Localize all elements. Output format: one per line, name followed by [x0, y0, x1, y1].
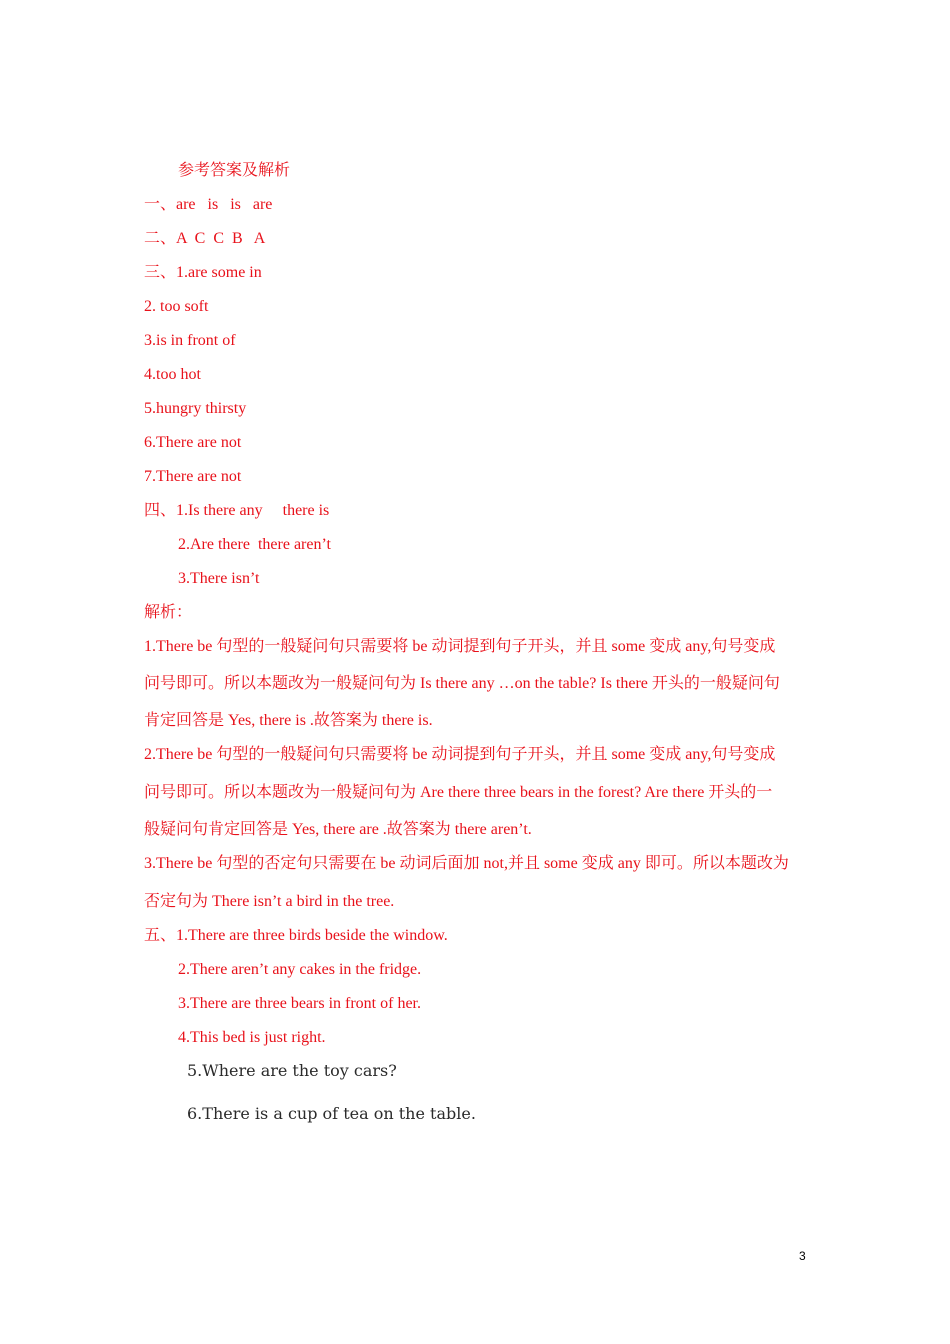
- page-number: 3: [799, 1249, 806, 1263]
- section-3-item: 4.too hot: [144, 366, 201, 383]
- section-3-item: 5.hungry thirsty: [144, 400, 247, 417]
- analysis-line: 2.There be 句型的一般疑问句只需要将 be 动词提到句子开头，并且 some 变成 any,句号变成: [144, 746, 776, 763]
- analysis-line: 3.There be 句型的否定句只需要在 be 动词后面加 not,并且 some 变成 any 即可。所以本题改为: [144, 855, 789, 872]
- section-5-item: 2.There aren’t any cakes in the fridge.: [178, 961, 422, 978]
- page-heading: 参考答案及解析: [178, 162, 291, 179]
- analysis-line: 问号即可。所以本题改为一般疑问句为 Are there three bears in the forest? Are there 开头的一: [144, 784, 773, 801]
- analysis-label: 解析：: [144, 604, 193, 621]
- section-5-item: 6.There is a cup of tea on the table.: [187, 1104, 476, 1123]
- section-3-item: 三、1.are some in: [144, 264, 262, 281]
- section-5-item: 4.This bed is just right.: [178, 1029, 326, 1046]
- section-4-item: 3.There isn’t: [178, 570, 260, 587]
- analysis-line: 肯定回答是 Yes, there is .故答案为 there is.: [144, 712, 433, 729]
- analysis-line: 问号即可。所以本题改为一般疑问句为 Is there any …on the table? Is there 开头的一般疑问句: [144, 675, 780, 692]
- section-5-item: 3.There are three bears in front of her.: [178, 995, 421, 1012]
- analysis-line: 般疑问句肯定回答是 Yes, there are .故答案为 there aren’t.: [144, 821, 532, 838]
- analysis-line: 1.There be 句型的一般疑问句只需要将 be 动词提到句子开头，并且 some 变成 any,句号变成: [144, 638, 776, 655]
- section-5-item: 五、1.There are three birds beside the window.: [144, 927, 448, 944]
- section-3-item: 7.There are not: [144, 468, 242, 485]
- section-3-item: 2. too soft: [144, 298, 209, 315]
- section-1-answers: 一、are is is are: [144, 196, 273, 213]
- section-5-item: 5.Where are the toy cars?: [187, 1061, 397, 1080]
- section-4-item: 2.Are there there aren’t: [178, 536, 331, 553]
- section-2-answers: 二、A C C B A: [144, 230, 266, 247]
- section-3-item: 6.There are not: [144, 434, 242, 451]
- section-4-item: 四、1.Is there any there is: [144, 502, 330, 519]
- section-3-item: 3.is in front of: [144, 332, 236, 349]
- analysis-line: 否定句为 There isn’t a bird in the tree.: [144, 893, 395, 910]
